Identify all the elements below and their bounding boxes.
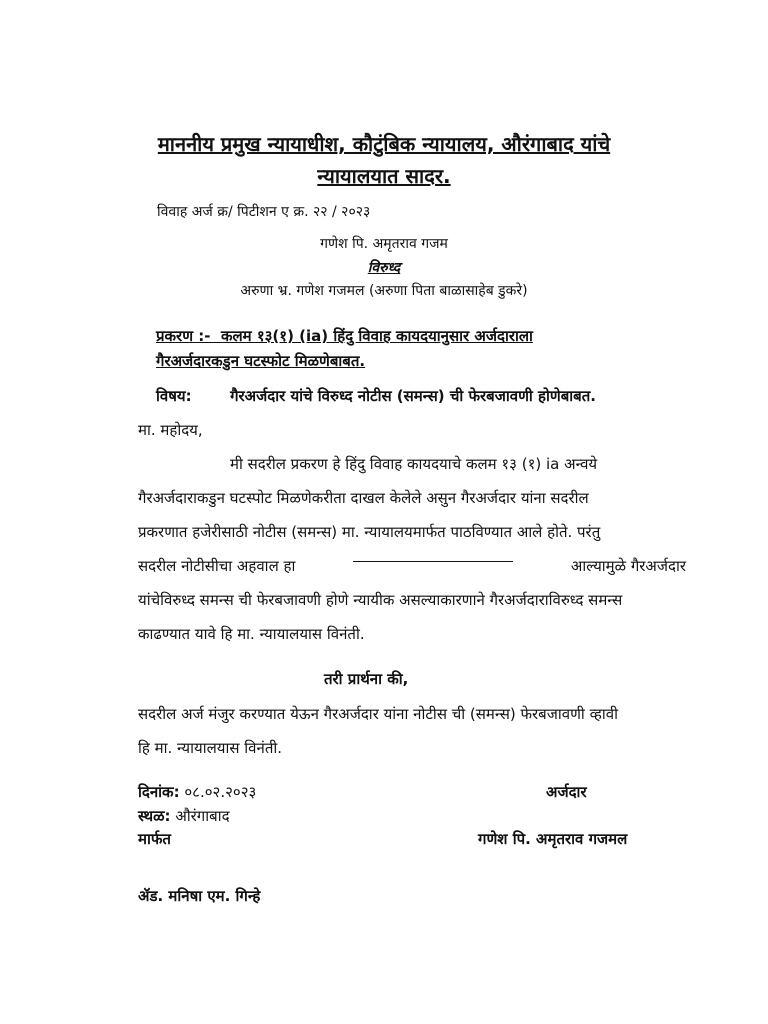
- advocate-name: ॲड. मनिषा एम. गिन्हे: [138, 887, 261, 905]
- body-line-2: गैरअर्जदाराकडुन घटस्पोट मिळणेकरीता दाखल केलेले असुन गैरअर्जदार यांना सदरील: [138, 489, 589, 507]
- matter-line2: गैरअर्जदारकडुन घटस्फोट मिळणेबाबत.: [156, 352, 366, 370]
- place-value: औरंगाबाद: [175, 807, 230, 825]
- date-label: दिनांक:: [138, 783, 180, 801]
- petitioner-name: गणेश पि. अमृतराव गजम: [320, 236, 448, 252]
- subject-text: गैरअर्जदार यांचे विरुध्द नोटीस (समन्स) ची फेरबजावणी होणेबाबत.: [230, 387, 596, 405]
- prayer-paragraph: [138, 697, 686, 765]
- body-line-5: यांचेविरुध्द समन्स ची फेरबजावणी होणे न्यायीक असल्याकारणाने गैरअर्जदाराविरुध्द समन्स: [138, 591, 623, 609]
- place-line: [138, 806, 230, 826]
- salutation: मा. महोदय,: [138, 421, 203, 439]
- matter-text-line1: कलम १३(१) (ia) हिंदु विवाह कायदयानुसार अर्जदाराला: [220, 327, 533, 345]
- prayer-heading: तरी प्रार्थना की,: [324, 670, 409, 688]
- body-paragraph: [138, 447, 686, 651]
- matter-label: प्रकरण :-: [156, 327, 211, 345]
- through-label: मार्फत: [138, 830, 171, 848]
- body-line-4: [138, 549, 686, 583]
- date-line: [138, 782, 256, 802]
- applicant-label: अर्जदार: [546, 783, 587, 801]
- versus-label: विरुध्द: [367, 260, 401, 276]
- court-title-line2: न्यायालयात सादर.: [317, 164, 451, 188]
- subject-line: [156, 386, 596, 406]
- report-blank-line: [353, 549, 513, 562]
- court-title-line1: माननीय प्रमुख न्यायाधीश, कौटुंबिक न्यायालय, औरंगाबाद यांचे: [157, 132, 611, 156]
- body-line-4-post: आल्यामुळे गैरअर्जदार: [570, 557, 686, 575]
- date-value: ०८.०२.२०२३: [184, 783, 257, 801]
- prayer-line-1: सदरील अर्ज मंजुर करण्यात येऊन गैरअर्जदार यांना नोटीस ची (समन्स) फेरबजावणी व्हावी: [138, 705, 618, 723]
- body-line-4-pre: सदरील नोटीसीचा अहवाल हा: [138, 557, 296, 575]
- prayer-line-2: हि मा. न्यायालयास विनंती.: [138, 739, 283, 757]
- place-label: स्थळ:: [138, 807, 171, 825]
- subject-label: विषय:: [156, 387, 192, 405]
- body-line-3: प्रकरणात हजेरीसाठी नोटीस (समन्स) मा. न्यायालयमार्फत पाठविण्यात आले होते. परंतु: [138, 523, 601, 541]
- respondent-name: अरुणा भ्र. गणेश गजमल (अरुणा पिता बाळासाहेब डुकरे): [240, 283, 528, 299]
- applicant-name: गणेश पि. अमृतराव गजमल: [478, 830, 628, 848]
- body-line-6: काढण्यात यावे हि मा. न्यायालयास विनंती.: [138, 625, 365, 643]
- matter-line1: [156, 326, 533, 346]
- body-line-1: मी सदरील प्रकरण हे हिंदु विवाह कायदयाचे कलम १३ (१) ia अन्वये: [230, 455, 598, 473]
- case-number: विवाह अर्ज क्र/ पिटीशन ए क्र. २२ / २०२३: [157, 204, 371, 220]
